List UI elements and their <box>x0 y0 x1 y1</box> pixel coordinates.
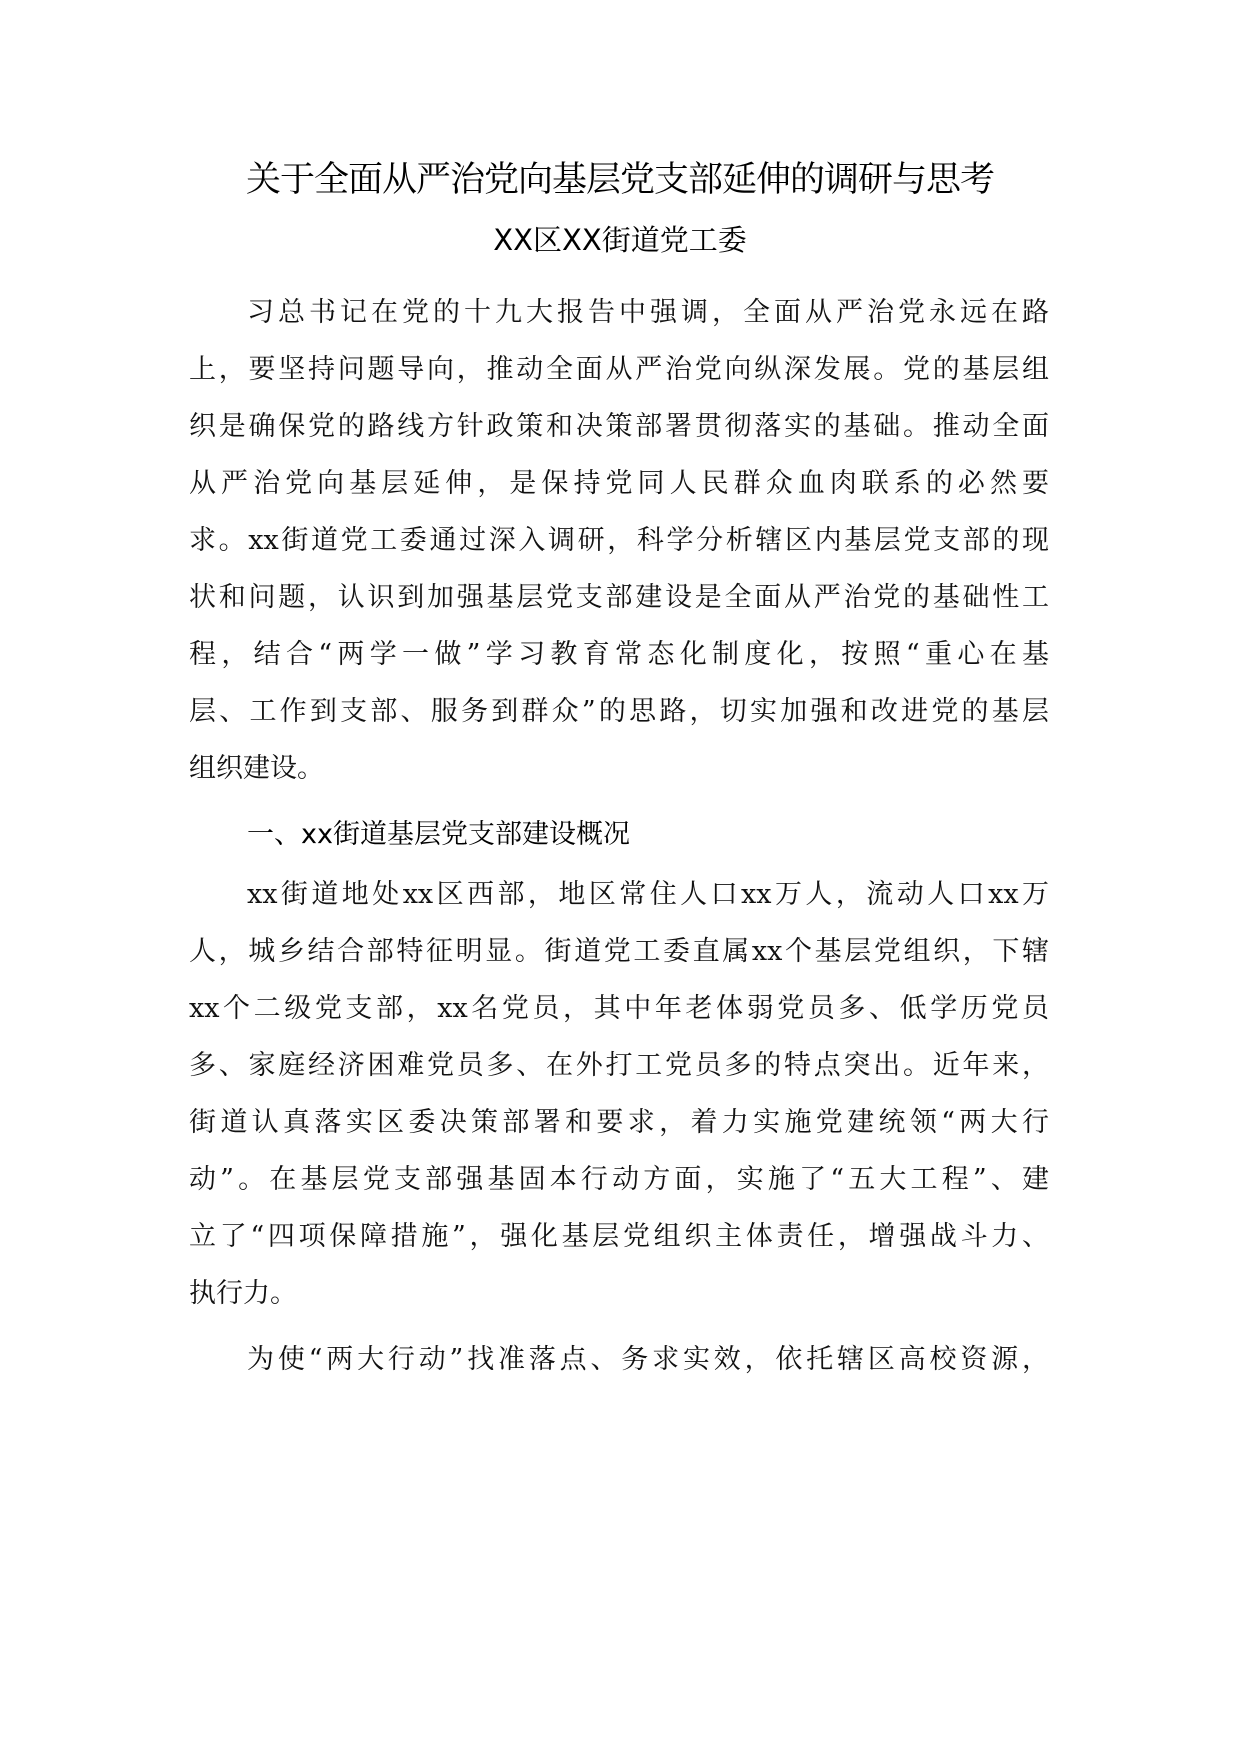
paragraph-line: 求。xx街道党工委通过深入调研，科学分析辖区内基层党支部的现 <box>189 525 1049 556</box>
paragraph-line: xx街道地处xx区西部，地区常住人口xx万人，流动人口xx万 <box>247 879 1049 910</box>
paragraph-line: 执行力。 <box>189 1278 297 1309</box>
document-author: XX区XX街道党工委 <box>493 223 747 257</box>
paragraph-line: xx个二级党支部，xx名党员，其中年老体弱党员多、低学历党员 <box>189 993 1049 1024</box>
document-title: 关于全面从严治党向基层党支部延伸的调研与思考 <box>245 160 994 200</box>
paragraph-line: 街道认真落实区委决策部署和要求，着力实施党建统领“两大行 <box>189 1107 1049 1138</box>
paragraph-line: 组织建设。 <box>189 753 324 784</box>
paragraph-line: 织是确保党的路线方针政策和决策部署贯彻落实的基础。推动全面 <box>189 411 1049 442</box>
paragraph-line: 从严治党向基层延伸，是保持党同人民群众血肉联系的必然要 <box>189 468 1049 499</box>
paragraph-line: 上，要坚持问题导向，推动全面从严治党向纵深发展。党的基层组 <box>189 354 1049 385</box>
paragraph-line: 习总书记在党的十九大报告中强调，全面从严治党永远在路 <box>247 297 1049 328</box>
paragraph-line: 多、家庭经济困难党员多、在外打工党员多的特点突出。近年来， <box>189 1050 1049 1081</box>
paragraph-line: 立了“四项保障措施”，强化基层党组织主体责任，增强战斗力、 <box>189 1221 1049 1252</box>
paragraph-line: 程，结合“两学一做”学习教育常态化制度化，按照“重心在基 <box>189 639 1049 670</box>
paragraph-line: 层、工作到支部、服务到群众”的思路，切实加强和改进党的基层 <box>189 696 1049 727</box>
paragraph-line: 人，城乡结合部特征明显。街道党工委直属xx个基层党组织，下辖 <box>189 936 1049 967</box>
paragraph-line: 为使“两大行动”找准落点、务求实效，依托辖区高校资源， <box>247 1344 1049 1375</box>
section-heading: 一、xx街道基层党支部建设概况 <box>247 819 630 850</box>
paragraph-line: 动”。在基层党支部强基固本行动方面，实施了“五大工程”、建 <box>189 1164 1049 1195</box>
paragraph-line: 状和问题，认识到加强基层党支部建设是全面从严治党的基础性工 <box>189 582 1049 613</box>
